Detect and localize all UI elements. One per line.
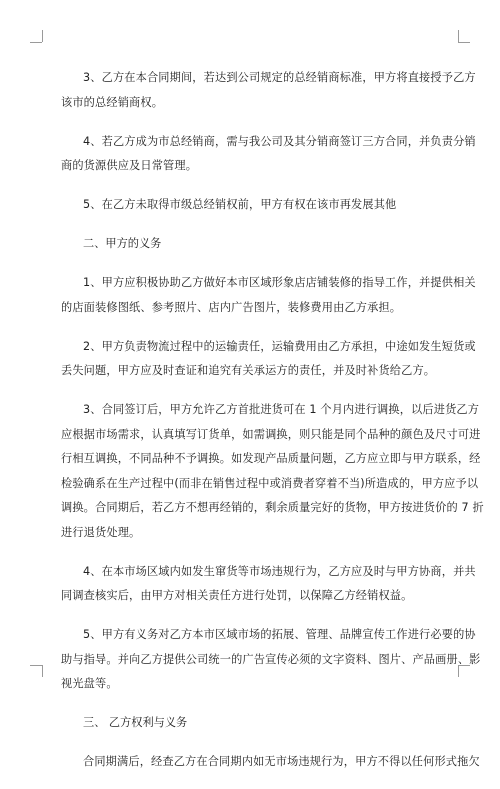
paragraph-line: 合同期满后，经查乙方在合同期内如无市场违规行为，甲方不得以任何形式拖欠 (83, 755, 480, 768)
paragraph-line: 5、在乙方未取得市级总经销权前，甲方有权在该市再发展其他 (83, 198, 397, 211)
section-heading: 二、甲方的义务 (83, 237, 162, 250)
paragraph-line: 同调查核实后，由甲方对相关责任方进行处罚，以保障乙方经销权益。 (61, 589, 413, 602)
crop-mark-top-left-v (42, 30, 43, 42)
paragraph-line: 5、甲方有义务对乙方本市区域市场的拓展、管理、品牌宣传工作进行必要的协 (83, 628, 476, 641)
paragraph-line: 的店面装修图纸、参考照片、店内广告图片，装修费用由乙方承担。 (61, 300, 402, 314)
crop-mark-top-right-v (458, 30, 459, 42)
paragraph-line: 行相互调换，不同品种不予调换。如发现产品质量问题，乙方应立即与甲方联系，经 (61, 452, 481, 465)
paragraph-line: 4、若乙方成为市总经销商，需与我公司及其分销商签订三方合同，并负责分销 (83, 134, 476, 148)
paragraph-line: 1、甲方应积极协助乙方做好本市区域形象店店铺装修的指导工作，并提供相关 (83, 276, 476, 289)
crop-mark-top-left-h (30, 42, 42, 43)
paragraph (61, 335, 476, 384)
paragraph (61, 271, 476, 320)
document-body (61, 66, 484, 789)
section-heading: 三、 乙方权利与义务 (83, 716, 188, 729)
paragraph-line: 丢失问题，甲方应及时查证和追究有关承运方的责任，并及时补货给乙方。 (61, 364, 436, 377)
paragraph-line: 调换。合同期后，若乙方不想再经销的，剩余质量完好的货物，甲方按进货价的 7 折 (61, 501, 484, 514)
paragraph (61, 623, 481, 697)
paragraph (61, 66, 476, 115)
paragraph-line: 检验确系在生产过程中(而非在销售过程中或消费者穿着不当)所造成的，甲方应予以 (61, 476, 479, 490)
paragraph-line: 3、合同签订后，甲方允许乙方首批进货可在 1 个月内进行调换，以后进货乙方 (83, 403, 480, 416)
crop-mark-top-right-h (458, 42, 470, 43)
paragraph-line: 进行退货处理。 (61, 525, 141, 539)
paragraph-line: 该市的总经销商权。 (61, 95, 164, 109)
paragraph (61, 750, 480, 775)
paragraph-line: 2、甲方负责物流过程中的运输责任，运输费用由乙方承担，中途如发生短货或 (83, 339, 476, 353)
paragraph (61, 130, 476, 179)
paragraph (61, 193, 444, 218)
paragraph (61, 560, 476, 609)
paragraph (61, 398, 484, 545)
paragraph-line: 视光盘等。 (61, 677, 118, 690)
paragraph-line: 商的货源供应及日常管理。 (61, 159, 198, 172)
paragraph-line: 4、在本市场区域内如发生窜货等市场违规行为，乙方应及时与甲方协商，并共 (83, 564, 476, 578)
paragraph-line: 应根据市场需求，认真填写订货单，如需调换，则只能是同个品种的颜色及尺寸可进 (61, 427, 481, 441)
paragraph-line: 助与指导。并向乙方提供公司统一的广告宣传必须的文字资料、图片、产品画册、影 (61, 652, 481, 666)
paragraph-line: 3、乙方在本合同期间，若达到公司规定的总经销商标准，甲方将直接授予乙方 (83, 71, 476, 84)
